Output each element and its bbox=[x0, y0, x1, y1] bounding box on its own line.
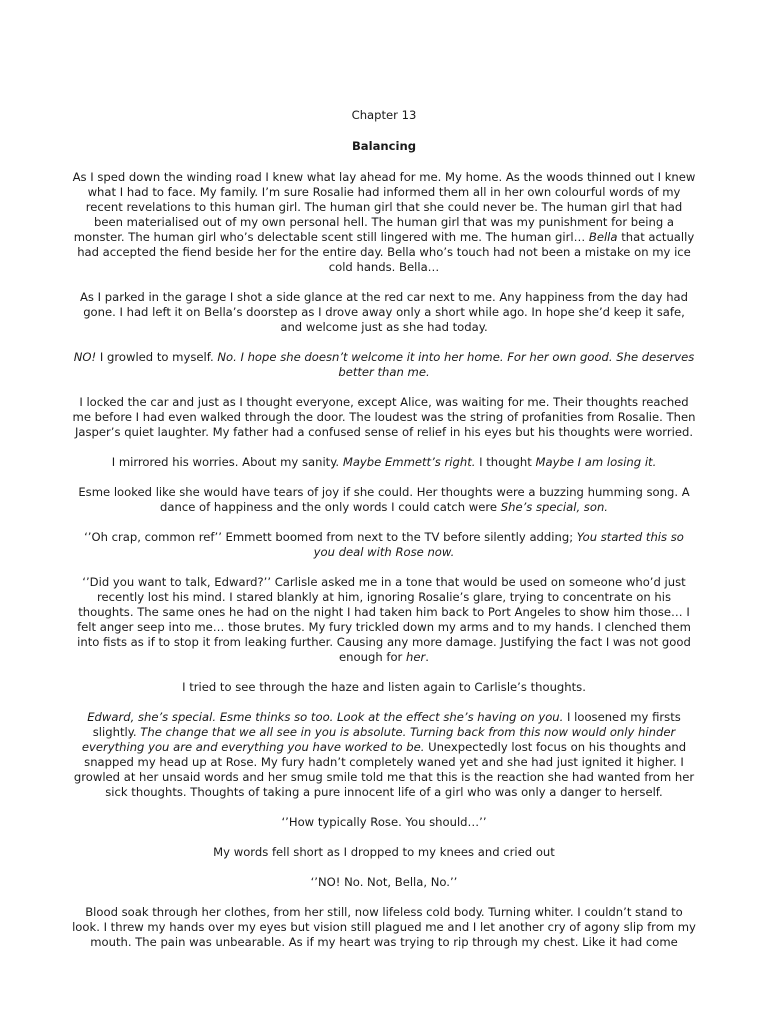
text-segment: As I parked in the garage I shot a side glance at the red car next to me. Any happiness from the day had gone. I had left it on Bella’s doorstep as I drove away only a short while ago. In hope she’d keep it safe, and welcome just as she had today. bbox=[79, 290, 689, 334]
italic-text: She’s special, son. bbox=[500, 500, 608, 514]
text-segment: I loosened my firsts slightly. bbox=[92, 710, 681, 739]
italic-text: You started this so you deal with Rose now. bbox=[313, 530, 684, 559]
paragraph bbox=[72, 455, 696, 470]
text-segment: I tried to see through the haze and listen again to Carlisle’s thoughts. bbox=[182, 680, 586, 694]
text-segment: Blood soak through her clothes, from her still, now lifeless cold body. Turning whiter. I couldn’t stand to look. I threw my hands over my eyes but vision still plagued me and I let another cry of agony slip from my mouth. The pain was unbearable. As if my heart was trying to rip through my chest. Like it had come bbox=[72, 905, 696, 949]
italic-text: Edward, she’s special. Esme thinks so too. Look at the effect she’s having on you. bbox=[87, 710, 564, 724]
text-segment: ‘’Oh crap, common ref’’ Emmett boomed from next to the TV before silently adding; bbox=[84, 530, 577, 544]
text-segment: Esme looked like she would have tears of joy if she could. Her thoughts were a buzzing humming song. A dance of happiness and the only words I could catch were bbox=[78, 485, 690, 514]
paragraph bbox=[72, 575, 696, 665]
paragraph bbox=[72, 530, 696, 560]
text-segment: ‘’How typically Rose. You should…’’ bbox=[281, 815, 487, 829]
chapter-body bbox=[72, 170, 696, 950]
text-segment: ‘’NO! No. Not, Bella, No.’’ bbox=[310, 875, 458, 889]
text-segment: . bbox=[425, 650, 429, 664]
text-segment: ‘’Did you want to talk, Edward?’’ Carlisle asked me in a tone that would be used on someone who’d just recently lost his mind. I stared blankly at him, ignoring Rosalie’s glare, trying to concentrate on his thoughts. The same ones he had on the night I had taken him back to Port Angeles to show him those… I felt anger seep into me… those brutes. My fury trickled down my arms and to my hands. I clenched them into fists as if to stop it from leaking further. Causing any more damage. Justifying the fact I was not good enough for bbox=[77, 575, 691, 664]
italic-text: The change that we all see in you is absolute. Turning back from this now would only hinder everything you are and everything you have worked to be. bbox=[81, 725, 676, 754]
text-segment: I mirrored his worries. About my sanity. bbox=[111, 455, 343, 469]
paragraph bbox=[72, 170, 696, 275]
italic-text: Maybe Emmett’s right. bbox=[342, 455, 476, 469]
text-segment: I locked the car and just as I thought everyone, except Alice, was waiting for me. Their thoughts reached me before I had even walked through the door. The loudest was the string of profanities from Rosalie. Then Jasper’s quiet laughter. My father had a confused sense of relief in his eyes but his thoughts were worried. bbox=[72, 395, 696, 439]
italic-text: her bbox=[406, 650, 426, 664]
paragraph bbox=[72, 845, 696, 860]
paragraph bbox=[72, 485, 696, 515]
paragraph bbox=[72, 350, 696, 380]
paragraph bbox=[72, 710, 696, 800]
text-segment: My words fell short as I dropped to my knees and cried out bbox=[213, 845, 555, 859]
italic-text: NO! bbox=[73, 350, 97, 364]
italic-text: No. I hope she doesn’t welcome it into her home. For her own good. She deserves better than me. bbox=[217, 350, 695, 379]
text-segment: As I sped down the winding road I knew what lay ahead for me. My home. As the woods thinned out I knew what I had to face. My family. I’m sure Rosalie had informed them all in her own colourful words of my recent revelations to this human girl. The human girl that she could never be. The human girl that had been materialised out of my own personal hell. The human girl that was my punishment for being a monster. The human girl who’s delectable scent still lingered with me. The human girl… bbox=[72, 170, 696, 244]
text-segment: I growled to myself. bbox=[96, 350, 218, 364]
text-segment: Unexpectedly lost focus on his thoughts and snapped my head up at Rose. My fury hadn’t completely waned yet and she had just ignited it higher. I growled at her unsaid words and her smug smile told me that this is the reaction she had wanted from her sick thoughts. Thoughts of taking a pure innocent life of a girl who was only a danger to herself. bbox=[73, 740, 695, 799]
text-segment: that actually had accepted the fiend beside her for the entire day. Bella who’s touch had not been a mistake on my ice cold hands. Bella… bbox=[77, 230, 695, 274]
paragraph bbox=[72, 905, 696, 950]
paragraph bbox=[72, 815, 696, 830]
italic-text: Bella bbox=[588, 230, 618, 244]
paragraph bbox=[72, 290, 696, 335]
italic-text: Maybe I am losing it. bbox=[535, 455, 657, 469]
paragraph bbox=[72, 875, 696, 890]
chapter-title: Balancing bbox=[351, 139, 417, 153]
text-segment: I thought bbox=[475, 455, 536, 469]
paragraph bbox=[72, 680, 696, 695]
chapter-number: Chapter 13 bbox=[351, 108, 417, 122]
paragraph bbox=[72, 395, 696, 440]
